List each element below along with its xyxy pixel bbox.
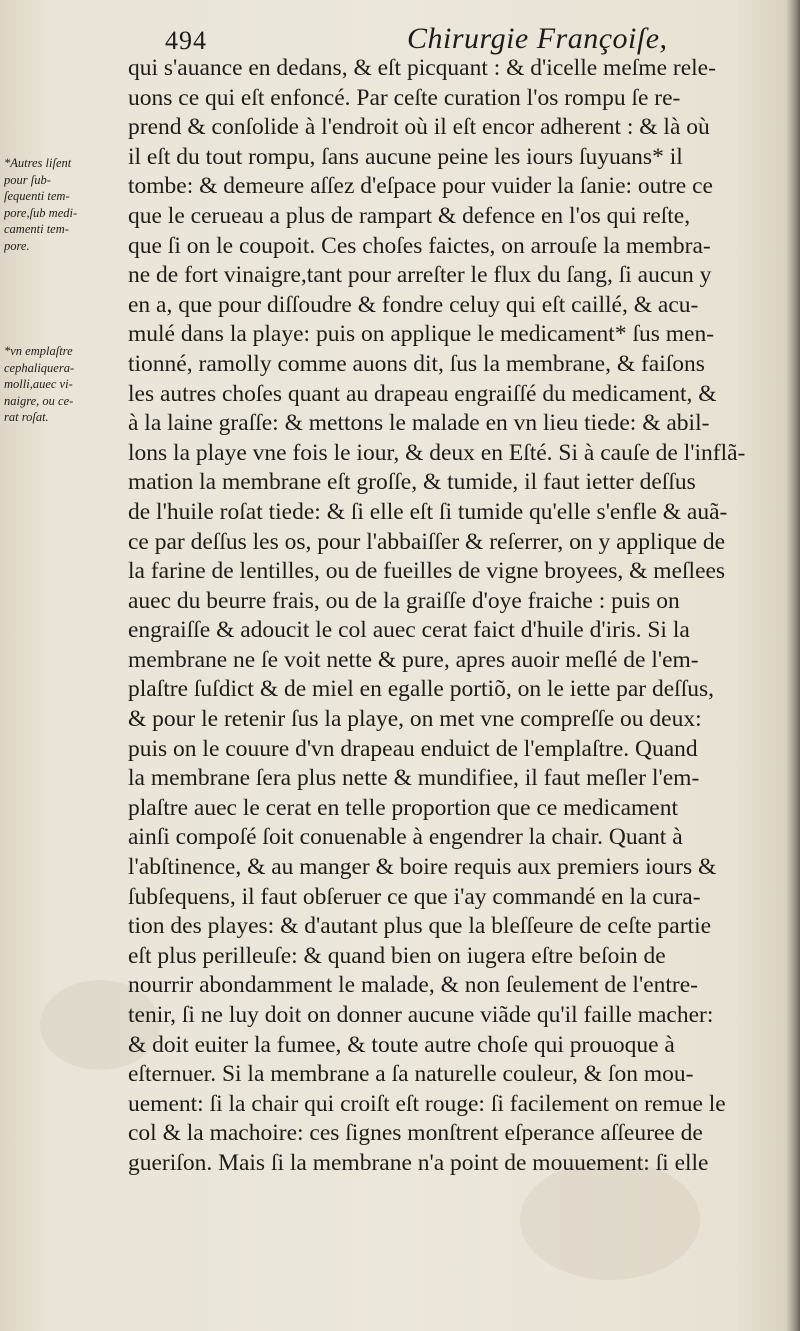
margin-note-line: pore.	[4, 238, 30, 253]
text-line: tenir, ſi ne luy doit on donner aucune viãde qu'il faille macher:	[128, 1002, 714, 1028]
text-line: engraiſſe & adoucit le col auec cerat faict d'huile d'iris. Si la	[128, 617, 690, 644]
text-line: mulé dans la playe: puis on applique le medicament* ſus men-	[128, 321, 715, 348]
page-number: 494	[165, 26, 207, 55]
text-line: il eſt du tout rompu, ſans aucune peine les iours ſuyuans* il	[128, 143, 683, 170]
text-line: puis on le couure d'vn drapeau enduict de l'emplaſtre. Quand	[128, 735, 698, 762]
text-line: ainſi compoſé ſoit conuenable à engendrer la chair. Quant à	[128, 824, 683, 851]
text-line: & pour le retenir ſus la playe, on met vne compreſſe ou deux:	[128, 706, 702, 733]
text-line: ce par deſſus les os, pour l'abbaiſſer & reſerrer, on y applique de	[128, 528, 726, 555]
text-line: & doit euiter la fumee, & toute autre choſe qui prouoque à	[128, 1031, 675, 1058]
margin-note	[4, 155, 128, 254]
margin-note-line: pour ſub-	[4, 172, 51, 187]
text-line: que ſi on le coupoit. Ces choſes faictes, on arrouſe la membra-	[128, 232, 711, 259]
margin-note-line: *vn emplaſtre	[4, 344, 73, 358]
text-line: uons ce qui eſt enfoncé. Par ceſte curation l'os rompu ſe re-	[128, 84, 681, 111]
text-line: plaſtre ſuſdict & de miel en egalle portiõ, on le iette par deſſus,	[128, 676, 715, 703]
text-line: nourrir abondamment le malade, & non ſeulement de l'entre-	[128, 972, 698, 999]
text-line: auec du beurre frais, ou de la graiſſe d'oye fraiche : puis on	[128, 587, 680, 614]
text-line: la farine de lentilles, ou de fueilles de vigne broyees, & meſlees	[128, 558, 726, 585]
text-line: plaſtre auec le cerat en telle proportion que ce medicament	[128, 794, 679, 821]
margin-note-line: camenti tem-	[4, 222, 69, 236]
margin-note-line: naigre, ou ce-	[4, 393, 74, 408]
text-line: tion des playes: & d'autant plus que la bleſſeure de ceſte partie	[128, 913, 712, 940]
text-line: eſt plus perilleuſe: & quand bien on iugera eſtre beſoin de	[128, 942, 666, 969]
body-text	[128, 54, 800, 1179]
text-line: ſubſequens, il faut obſeruer ce que i'ay commandé en la cura-	[128, 883, 701, 910]
text-line: col & la machoire: ces ſignes monſtrent eſperance aſſeuree de	[128, 1120, 703, 1147]
margin-note-line: molli,auec vi-	[4, 377, 73, 391]
running-title: Chirurgie Françoiſe,	[407, 22, 668, 55]
text-line: eſternuer. Si la membrane a ſa naturelle couleur, & ſon mou-	[128, 1061, 694, 1088]
text-line: en a, que pour diſſoudre & fondre celuy qui eſt caillé, & acu-	[128, 291, 699, 318]
text-line: lons la playe vne fois le iour, & deux en Eſté. Si à cauſe de l'inflã-	[128, 439, 746, 466]
text-line: la membrane ſera plus nette & mundifiee, il faut meſler l'em-	[128, 765, 700, 792]
text-line: à la laine graſſe: & mettons le malade en vn lieu tiede: & abil-	[128, 410, 710, 437]
text-line: gueriſon. Mais ſi la membrane n'a point de mouuement: ſi elle	[128, 1149, 709, 1176]
text-line: ne de fort vinaigre,tant pour arreſter le flux du ſang, ſi aucun y	[128, 262, 712, 289]
text-line: tionné, ramolly comme auons dit, ſus la membrane, & faiſons	[128, 350, 705, 377]
text-line: uement: ſi la chair qui croiſt eſt rouge: ſi facilement on remue le	[128, 1090, 726, 1117]
text-line: membrane ne ſe voit nette & pure, apres auoir meſlé de l'em-	[128, 646, 699, 673]
margin-note-line: *Autres liſent	[4, 156, 72, 170]
text-line: mation la membrane eſt groſſe, & tumide, il faut ietter deſſus	[128, 469, 696, 496]
text-line: que le cerueau a plus de rampart & defence en l'os qui reſte,	[128, 202, 691, 229]
margin-note-line: ſequenti tem-	[4, 189, 70, 203]
margin-note-line: rat roſat.	[4, 410, 49, 424]
margin-note-line: cephaliquera-	[4, 360, 75, 375]
text-line: de l'huile roſat tiede: & ſi elle eſt ſi tumide qu'elle s'enfle & auã-	[128, 498, 728, 525]
text-line: tombe: & demeure aſſez d'eſpace pour vuider la ſanie: outre ce	[128, 173, 713, 200]
text-line: qui s'auance en dedans, & eſt picquant : & d'icelle meſme rele-	[128, 55, 716, 81]
text-line: l'abſtinence, & au manger & boire requis aux premiers iours &	[128, 854, 717, 881]
text-line: les autres choſes quant au drapeau engraiſſé du medicament, &	[128, 380, 717, 407]
margin-note	[4, 343, 128, 426]
margin-note-line: pore,ſub medi-	[4, 205, 78, 220]
text-line: prend & conſolide à l'endroit où il eſt encor adherent : & là où	[128, 114, 710, 141]
